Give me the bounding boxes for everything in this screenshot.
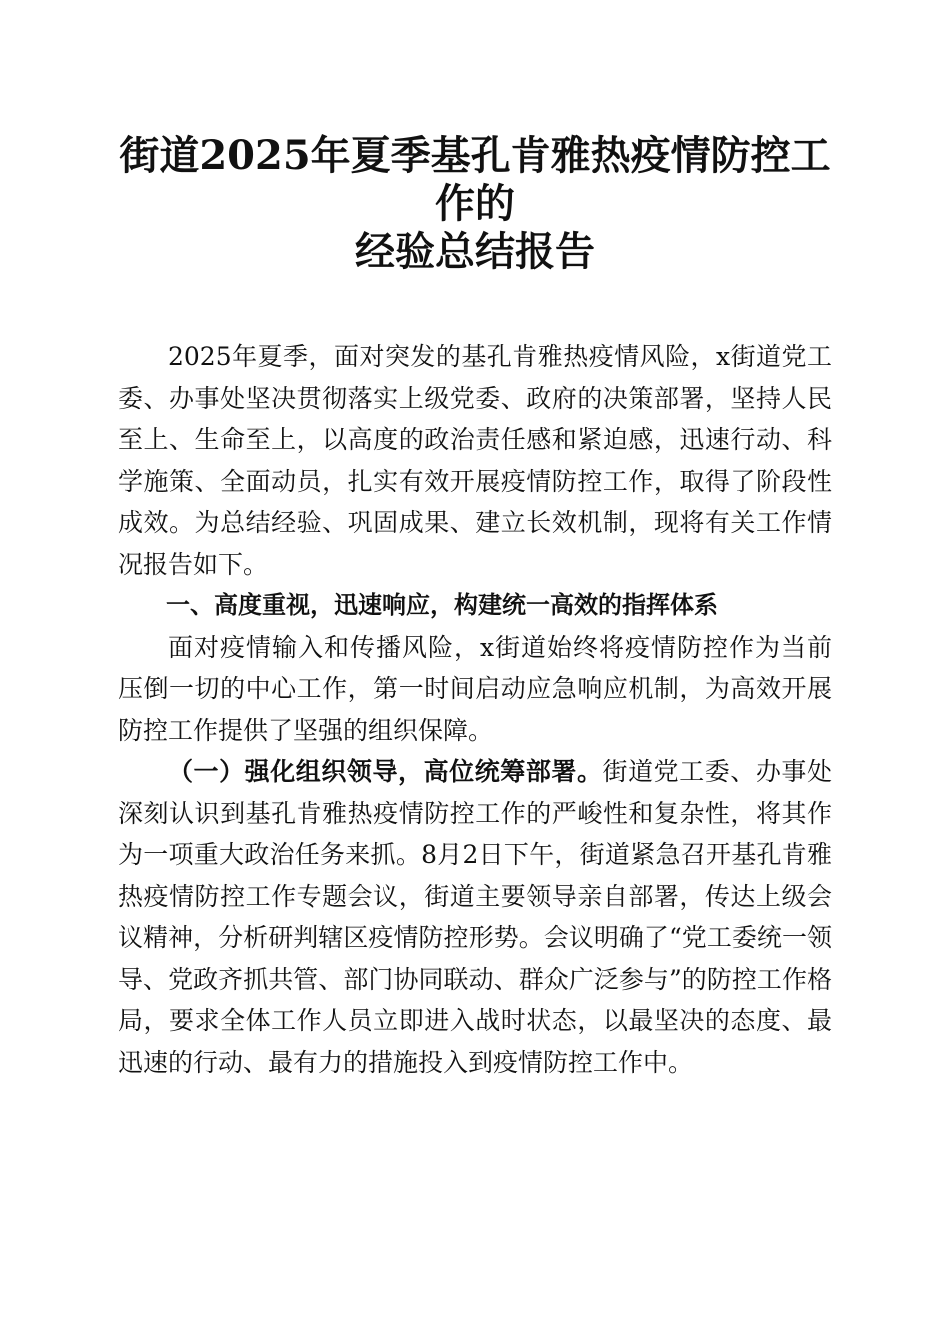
title-line-1: 街道2025年夏季基孔肯雅热疫情防控工作的	[119, 132, 831, 227]
document-title	[118, 132, 832, 276]
subsection-1-text: 街道党工委、办事处深刻认识到基孔肯雅热疫情防控工作的严峻性和复杂性，将其作为一项重大政治任务来抓。8月2日下午，街道紧急召开基孔肯雅热疫情防控工作专题会议，街道主要领导亲自部署，传达上级会议精神，分析研判辖区疫情防控形势。会议明确了“党工委统一领导、党政齐抓共管、部门协同联动、群众广泛参与”的防控工作格局，要求全体工作人员立即进入战时状态，以最坚决的态度、最迅速的行动、最有力的措施投入到疫情防控工作中。	[118, 757, 832, 1077]
section-1-paragraph: 面对疫情输入和传播风险，x街道始终将疫情防控作为当前压倒一切的中心工作，第一时间启动应急响应机制，为高效开展防控工作提供了坚强的组织保障。	[118, 632, 832, 745]
document-body	[118, 336, 832, 1083]
intro-paragraph: 2025年夏季，面对突发的基孔肯雅热疫情风险，x街道党工委、办事处坚决贯彻落实上级党委、政府的决策部署，坚持人民至上、生命至上，以高度的政治责任感和紧迫感，迅速行动、科学施策、全面动员，扎实有效开展疫情防控工作，取得了阶段性成效。为总结经验、巩固成果、建立长效机制，现将有关工作情况报告如下。	[118, 342, 832, 579]
title-line-2: 经验总结报告	[355, 228, 595, 275]
section-1-heading: 一、高度重视，迅速响应，构建统一高效的指挥体系	[166, 591, 718, 619]
subsection-1-paragraph	[118, 751, 832, 1083]
document-page	[118, 132, 832, 1083]
subsection-1-lead: （一）强化组织领导，高位统筹部署。	[168, 757, 603, 786]
